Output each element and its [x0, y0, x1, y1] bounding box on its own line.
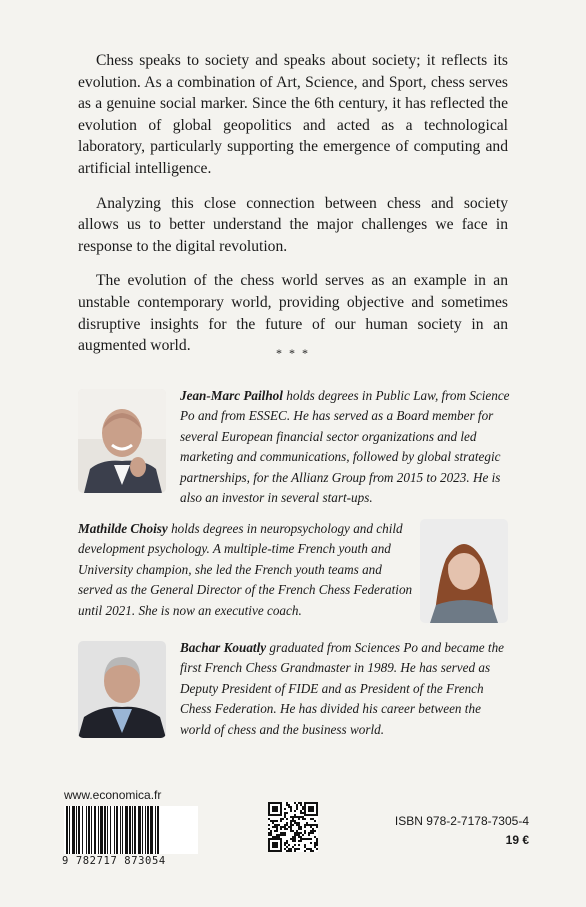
bio-choisy-text: holds degrees in neuropsychology and child development psychology. A multiple-time French youth and University champion, she led the French youth teams and served as the General Director of the French Chess Federation until 2021. She is now an executive coach.	[78, 521, 413, 618]
bio-choisy	[78, 519, 413, 621]
author-photo-kouatly	[78, 641, 166, 738]
intro-text	[78, 50, 508, 370]
author-photo-choisy	[420, 519, 508, 623]
section-separator: * * *	[276, 346, 310, 360]
bio-pailhol	[180, 386, 510, 508]
intro-paragraph-2: Analyzing this close connection between chess and society allows us to better understand the major challenges we face in response to the digital revolution.	[78, 194, 508, 255]
publisher-url[interactable]: www.economica.fr	[64, 788, 162, 802]
isbn-number: ISBN 978-2-7178-7305-4	[394, 814, 529, 828]
intro-paragraph-1: Chess speaks to society and speaks about society; it reflects its evolution. As a combination of Art, Science, and Sport, chess serves as a genuine social marker. Since the 6th century, it has reflected the evolution of global geopolitics and acted as a technological laboratory, particularly supporting the emergence of computing and artificial intelligence.	[78, 52, 508, 177]
barcode-digits: 9 782717 873054	[62, 855, 166, 867]
qr-code	[268, 802, 318, 852]
intro-paragraph-3: The evolution of the chess world serves as an example in an unstable contemporary world, providing objective and sometimes disruptive insights for the future of our human society in an augmented world.	[78, 272, 508, 355]
bio-kouatly-text: graduated from Sciences Po and became the first French Chess Grandmaster in 1989. He has served as Deputy President of FIDE and as President of the French Chess Federation. He has divided his career between the world of chess and the business world.	[180, 640, 505, 737]
author-photo-pailhol	[78, 389, 166, 493]
price: 19 €	[505, 833, 529, 847]
bio-kouatly-name: Bachar Kouatly	[180, 640, 267, 655]
bio-kouatly	[180, 638, 510, 740]
isbn-barcode	[64, 806, 198, 854]
bio-pailhol-name: Jean-Marc Pailhol	[180, 388, 283, 403]
bio-choisy-name: Mathilde Choisy	[78, 521, 168, 536]
bio-pailhol-text: holds degrees in Public Law, from Science Po and from ESSEC. He has served as a Board member for several European financial sector organizations and led marketing and communications, followed by global strategic partnerships, for the Allianz Group from 2015 to 2023. He is also an investor in several start-ups.	[180, 388, 510, 506]
book-details	[395, 812, 529, 850]
